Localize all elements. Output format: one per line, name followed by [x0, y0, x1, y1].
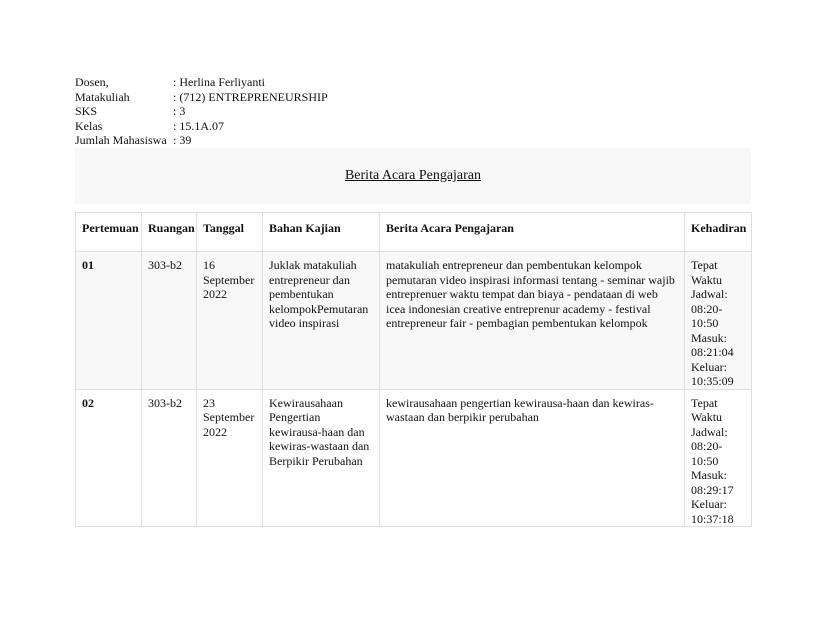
attendance-in: Masuk: 08:21:04 [691, 330, 734, 359]
attendance-out: Keluar: 10:37:18 [691, 497, 734, 526]
info-label: Jumlah Mahasiswa [75, 133, 167, 147]
info-label: SKS [75, 104, 98, 118]
cell-pertemuan: 01 [76, 252, 142, 390]
table-row [76, 252, 752, 390]
info-value: : (712) ENTREPRENEURSHIP [173, 90, 328, 105]
col-header-ruangan: Ruangan [142, 213, 197, 252]
info-value: : 15.1A.07 [173, 119, 224, 134]
page-title: Berita Acara Pengajaran [344, 168, 482, 183]
info-row [75, 90, 328, 105]
info-row [75, 104, 328, 119]
col-header-berita-acara: Berita Acara Pengajaran [380, 213, 685, 252]
col-header-pertemuan: Pertemuan [76, 213, 142, 252]
attendance-status: Tepat Waktu [691, 258, 723, 287]
cell-tanggal: 23 September 2022 [197, 389, 263, 527]
info-label: Dosen, [75, 75, 109, 89]
attendance-status: Tepat Waktu [691, 395, 723, 424]
cell-kehadiran [685, 389, 752, 527]
cell-berita-acara: kewirausahaan pengertian kewirausa-haan dan kewiras-wastaan dan berpikir perubahan [380, 389, 685, 527]
attendance-out: Keluar: 10:35:09 [691, 359, 734, 388]
course-info [75, 75, 328, 148]
cell-ruangan: 303-b2 [142, 389, 197, 527]
table-header-row [76, 213, 752, 252]
info-row [75, 119, 328, 134]
attendance-schedule: Jadwal: 08:20-10:50 [691, 424, 728, 468]
col-header-bahan-kajian: Bahan Kajian [263, 213, 380, 252]
col-header-kehadiran: Kehadiran [685, 213, 752, 252]
attendance-schedule: Jadwal: 08:20-10:50 [691, 287, 728, 330]
cell-berita-acara: matakuliah entrepreneur dan pembentukan kelompok pemutaran video inspirasi informasi tentang - seminar wajib entreprenuer waktu tempat dan biaya - pendataan di web icea indonesian creative entreprenur academy - festival entrepreneur fair - pembagian pembentukan kelompok [380, 252, 685, 390]
info-value: : 3 [173, 104, 185, 119]
cell-bahan-kajian: Juklak matakuliah entrepreneur dan pembentukan kelompokPemutaran video inspirasi [263, 252, 380, 390]
info-row [75, 133, 328, 148]
info-value: : 39 [173, 133, 191, 148]
info-value: : Herlina Ferliyanti [173, 75, 265, 90]
info-label: Kelas [75, 118, 103, 133]
cell-pertemuan: 02 [76, 389, 142, 527]
cell-tanggal: 16 September 2022 [197, 252, 263, 390]
info-row [75, 75, 328, 90]
table-row [76, 389, 752, 527]
cell-kehadiran [685, 252, 752, 390]
teaching-report-table [75, 212, 752, 527]
col-header-tanggal: Tanggal [197, 213, 263, 252]
cell-bahan-kajian: Kewirausahaan Pengertian kewirausa-haan dan kewiras-wastaan dan Berpikir Perubahan [263, 389, 380, 527]
attendance-in: Masuk: 08:29:17 [691, 468, 734, 497]
title-banner [75, 148, 751, 204]
cell-ruangan: 303-b2 [142, 252, 197, 390]
info-label: Matakuliah [75, 89, 130, 104]
